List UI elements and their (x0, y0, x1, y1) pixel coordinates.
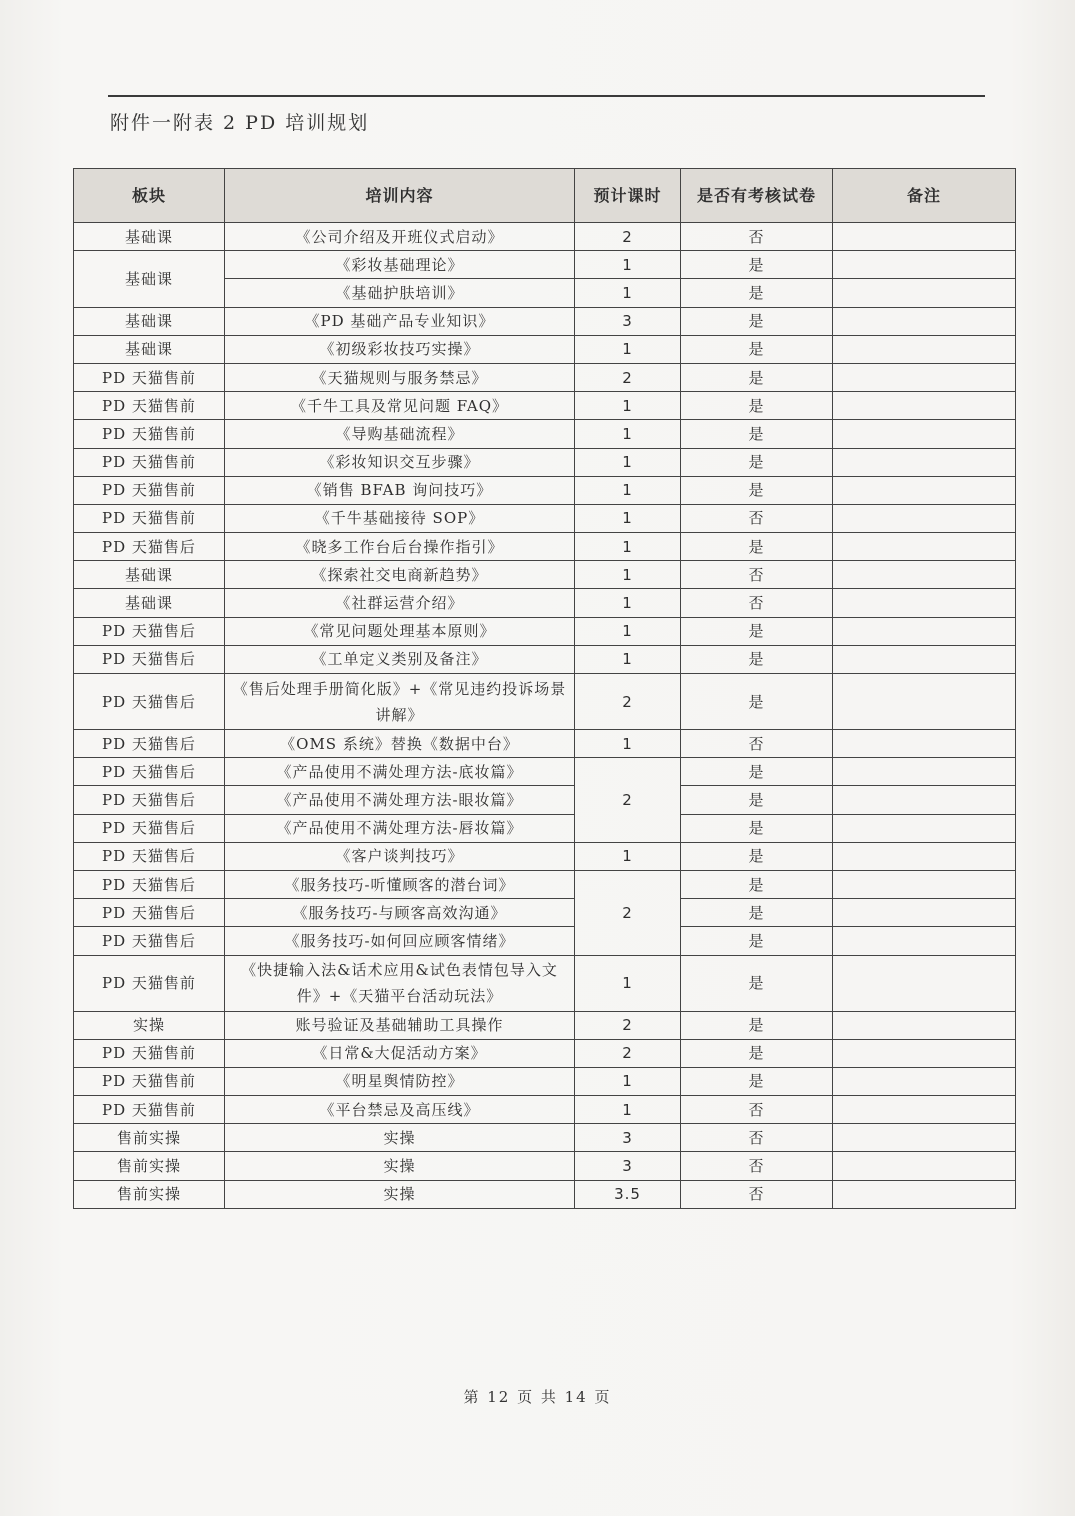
exam-cell: 是 (681, 617, 833, 645)
table-row (74, 363, 1016, 391)
content-cell: 《晓多工作台后台操作指引》 (225, 533, 575, 561)
content-cell: 《产品使用不满处理方法-底妆篇》 (225, 758, 575, 786)
content-cell: 《天猫规则与服务禁忌》 (225, 363, 575, 391)
content-cell: 《千牛基础接待 SOP》 (225, 504, 575, 532)
exam-cell: 是 (681, 955, 833, 1011)
table-row (74, 1152, 1016, 1180)
hours-cell: 1 (575, 1096, 681, 1124)
table-row (74, 955, 1016, 1011)
remarks-cell (833, 448, 1016, 476)
exam-cell: 是 (681, 335, 833, 363)
exam-cell: 是 (681, 645, 833, 673)
hours-cell: 2 (575, 1011, 681, 1039)
exam-cell: 是 (681, 758, 833, 786)
exam-cell: 否 (681, 1152, 833, 1180)
table-row (74, 392, 1016, 420)
section-cell: PD 天猫售前 (74, 392, 225, 420)
content-cell: 《平台禁忌及高压线》 (225, 1096, 575, 1124)
remarks-cell (833, 645, 1016, 673)
content-cell: 账号验证及基础辅助工具操作 (225, 1011, 575, 1039)
remarks-cell (833, 786, 1016, 814)
table-row (74, 533, 1016, 561)
table-row (74, 758, 1016, 786)
table-row (74, 589, 1016, 617)
content-cell: 《探索社交电商新趋势》 (225, 561, 575, 589)
remarks-cell (833, 392, 1016, 420)
exam-cell: 否 (681, 1180, 833, 1208)
content-cell: 《服务技巧-如何回应顾客情绪》 (225, 927, 575, 955)
content-cell: 《销售 BFAB 询问技巧》 (225, 476, 575, 504)
remarks-cell (833, 307, 1016, 335)
hours-cell: 2 (575, 223, 681, 251)
content-cell: 《服务技巧-听懂顾客的潜台词》 (225, 870, 575, 898)
exam-cell: 是 (681, 674, 833, 730)
section-cell: PD 天猫售后 (74, 758, 225, 786)
remarks-cell (833, 420, 1016, 448)
content-cell: 《服务技巧-与顾客高效沟通》 (225, 899, 575, 927)
table-row (74, 899, 1016, 927)
hours-cell: 1 (575, 617, 681, 645)
exam-cell: 否 (681, 730, 833, 758)
content-cell: 《千牛工具及常见问题 FAQ》 (225, 392, 575, 420)
hours-cell: 1 (575, 842, 681, 870)
column-header-hours: 预计课时 (575, 169, 681, 223)
section-cell: PD 天猫售前 (74, 363, 225, 391)
remarks-cell (833, 842, 1016, 870)
exam-cell: 是 (681, 1067, 833, 1095)
table-row (74, 814, 1016, 842)
exam-cell: 是 (681, 448, 833, 476)
column-header-content: 培训内容 (225, 169, 575, 223)
remarks-cell (833, 1180, 1016, 1208)
table-row (74, 786, 1016, 814)
content-cell: 《客户谈判技巧》 (225, 842, 575, 870)
section-cell: PD 天猫售前 (74, 1039, 225, 1067)
hours-cell: 3 (575, 1152, 681, 1180)
remarks-cell (833, 363, 1016, 391)
remarks-cell (833, 561, 1016, 589)
remarks-cell (833, 1039, 1016, 1067)
table-row (74, 870, 1016, 898)
section-cell: PD 天猫售后 (74, 870, 225, 898)
hours-cell: 1 (575, 335, 681, 363)
remarks-cell (833, 814, 1016, 842)
content-cell: 实操 (225, 1152, 575, 1180)
hours-cell: 3 (575, 307, 681, 335)
section-cell: PD 天猫售后 (74, 533, 225, 561)
table-row (74, 251, 1016, 279)
hours-cell: 1 (575, 533, 681, 561)
table-row (74, 504, 1016, 532)
remarks-cell (833, 1096, 1016, 1124)
table-row (74, 730, 1016, 758)
remarks-cell (833, 674, 1016, 730)
table-row (74, 448, 1016, 476)
section-cell: 基础课 (74, 335, 225, 363)
hours-cell: 3.5 (575, 1180, 681, 1208)
exam-cell: 是 (681, 870, 833, 898)
table-row (74, 1067, 1016, 1095)
hours-cell: 1 (575, 1067, 681, 1095)
hours-cell: 1 (575, 504, 681, 532)
remarks-cell (833, 279, 1016, 307)
hours-cell: 2 (575, 1039, 681, 1067)
section-cell: PD 天猫售前 (74, 955, 225, 1011)
remarks-cell (833, 870, 1016, 898)
content-cell: 实操 (225, 1124, 575, 1152)
section-cell: PD 天猫售后 (74, 927, 225, 955)
section-cell: 售前实操 (74, 1180, 225, 1208)
section-cell: 实操 (74, 1011, 225, 1039)
exam-cell: 否 (681, 1124, 833, 1152)
remarks-cell (833, 1067, 1016, 1095)
table-row (74, 420, 1016, 448)
section-cell: PD 天猫售前 (74, 448, 225, 476)
column-header-exam: 是否有考核试卷 (681, 169, 833, 223)
section-cell: PD 天猫售后 (74, 674, 225, 730)
hours-cell: 2 (575, 758, 681, 843)
remarks-cell (833, 1124, 1016, 1152)
column-header-remarks: 备注 (833, 169, 1016, 223)
header-rule (108, 95, 985, 97)
exam-cell: 是 (681, 307, 833, 335)
exam-cell: 是 (681, 279, 833, 307)
hours-cell: 1 (575, 420, 681, 448)
table-row (74, 842, 1016, 870)
table-row (74, 223, 1016, 251)
hours-cell: 1 (575, 561, 681, 589)
section-cell: 基础课 (74, 251, 225, 307)
content-cell: 《导购基础流程》 (225, 420, 575, 448)
page-number: 第 12 页 共 14 页 (463, 1388, 612, 1406)
hours-cell: 2 (575, 674, 681, 730)
table-row (74, 1039, 1016, 1067)
section-cell: PD 天猫售后 (74, 730, 225, 758)
exam-cell: 是 (681, 363, 833, 391)
remarks-cell (833, 758, 1016, 786)
table-row (74, 617, 1016, 645)
hours-cell: 1 (575, 279, 681, 307)
remarks-cell (833, 927, 1016, 955)
exam-cell: 是 (681, 476, 833, 504)
remarks-cell (833, 730, 1016, 758)
section-cell: 售前实操 (74, 1124, 225, 1152)
hours-cell: 1 (575, 251, 681, 279)
hours-cell: 1 (575, 392, 681, 420)
hours-cell: 1 (575, 955, 681, 1011)
section-cell: PD 天猫售前 (74, 420, 225, 448)
content-cell: 《工单定义类别及备注》 (225, 645, 575, 673)
remarks-cell (833, 899, 1016, 927)
exam-cell: 是 (681, 533, 833, 561)
table-row (74, 1096, 1016, 1124)
content-cell: 《基础护肤培训》 (225, 279, 575, 307)
section-cell: PD 天猫售后 (74, 617, 225, 645)
section-cell: PD 天猫售前 (74, 1067, 225, 1095)
content-cell: 《公司介绍及开班仪式启动》 (225, 223, 575, 251)
table-row (74, 561, 1016, 589)
content-cell: 《彩妆基础理论》 (225, 251, 575, 279)
hours-cell: 1 (575, 476, 681, 504)
exam-cell: 是 (681, 899, 833, 927)
exam-cell: 否 (681, 561, 833, 589)
exam-cell: 是 (681, 842, 833, 870)
content-cell: 《产品使用不满处理方法-眼妆篇》 (225, 786, 575, 814)
exam-cell: 是 (681, 1039, 833, 1067)
remarks-cell (833, 251, 1016, 279)
section-cell: PD 天猫售后 (74, 899, 225, 927)
content-cell: 《售后处理手册简化版》+《常见违约投诉场景讲解》 (225, 674, 575, 730)
section-cell: PD 天猫售后 (74, 814, 225, 842)
table-row (74, 674, 1016, 730)
exam-cell: 否 (681, 223, 833, 251)
page-title: 附件一附表 2 PD 培训规划 (110, 112, 370, 134)
hours-cell: 2 (575, 870, 681, 955)
section-cell: PD 天猫售前 (74, 476, 225, 504)
exam-cell: 是 (681, 786, 833, 814)
exam-cell: 是 (681, 1011, 833, 1039)
section-cell: 基础课 (74, 223, 225, 251)
content-cell: 《日常&大促活动方案》 (225, 1039, 575, 1067)
hours-cell: 3 (575, 1124, 681, 1152)
hours-cell: 1 (575, 645, 681, 673)
section-cell: 基础课 (74, 589, 225, 617)
remarks-cell (833, 533, 1016, 561)
remarks-cell (833, 476, 1016, 504)
exam-cell: 是 (681, 927, 833, 955)
content-cell: 《产品使用不满处理方法-唇妆篇》 (225, 814, 575, 842)
content-cell: 《社群运营介绍》 (225, 589, 575, 617)
table-row (74, 307, 1016, 335)
section-cell: PD 天猫售后 (74, 645, 225, 673)
remarks-cell (833, 1011, 1016, 1039)
table-row (74, 1124, 1016, 1152)
exam-cell: 是 (681, 392, 833, 420)
exam-cell: 是 (681, 251, 833, 279)
table-row (74, 335, 1016, 363)
exam-cell: 是 (681, 814, 833, 842)
remarks-cell (833, 504, 1016, 532)
content-cell: 《明星舆情防控》 (225, 1067, 575, 1095)
table-row (74, 645, 1016, 673)
column-header-section: 板块 (74, 169, 225, 223)
remarks-cell (833, 223, 1016, 251)
remarks-cell (833, 335, 1016, 363)
hours-cell: 1 (575, 730, 681, 758)
table-row (74, 1011, 1016, 1039)
section-cell: PD 天猫售后 (74, 842, 225, 870)
section-cell: 基础课 (74, 307, 225, 335)
hours-cell: 2 (575, 363, 681, 391)
section-cell: PD 天猫售前 (74, 504, 225, 532)
remarks-cell (833, 617, 1016, 645)
section-cell: PD 天猫售前 (74, 1096, 225, 1124)
section-cell: 售前实操 (74, 1152, 225, 1180)
exam-cell: 是 (681, 420, 833, 448)
content-cell: 《PD 基础产品专业知识》 (225, 307, 575, 335)
content-cell: 《初级彩妆技巧实操》 (225, 335, 575, 363)
content-cell: 《常见问题处理基本原则》 (225, 617, 575, 645)
table-row (74, 927, 1016, 955)
section-cell: 基础课 (74, 561, 225, 589)
exam-cell: 否 (681, 504, 833, 532)
remarks-cell (833, 589, 1016, 617)
content-cell: 《快捷输入法&话术应用&试色表情包导入文件》+《天猫平台活动玩法》 (225, 955, 575, 1011)
training-plan-table (73, 168, 1016, 1209)
content-cell: 《彩妆知识交互步骤》 (225, 448, 575, 476)
content-cell: 《OMS 系统》替换《数据中台》 (225, 730, 575, 758)
table-row (74, 476, 1016, 504)
remarks-cell (833, 1152, 1016, 1180)
content-cell: 实操 (225, 1180, 575, 1208)
section-cell: PD 天猫售后 (74, 786, 225, 814)
remarks-cell (833, 955, 1016, 1011)
exam-cell: 否 (681, 1096, 833, 1124)
exam-cell: 否 (681, 589, 833, 617)
table-header-row (74, 169, 1016, 223)
table-row (74, 1180, 1016, 1208)
hours-cell: 1 (575, 448, 681, 476)
hours-cell: 1 (575, 589, 681, 617)
